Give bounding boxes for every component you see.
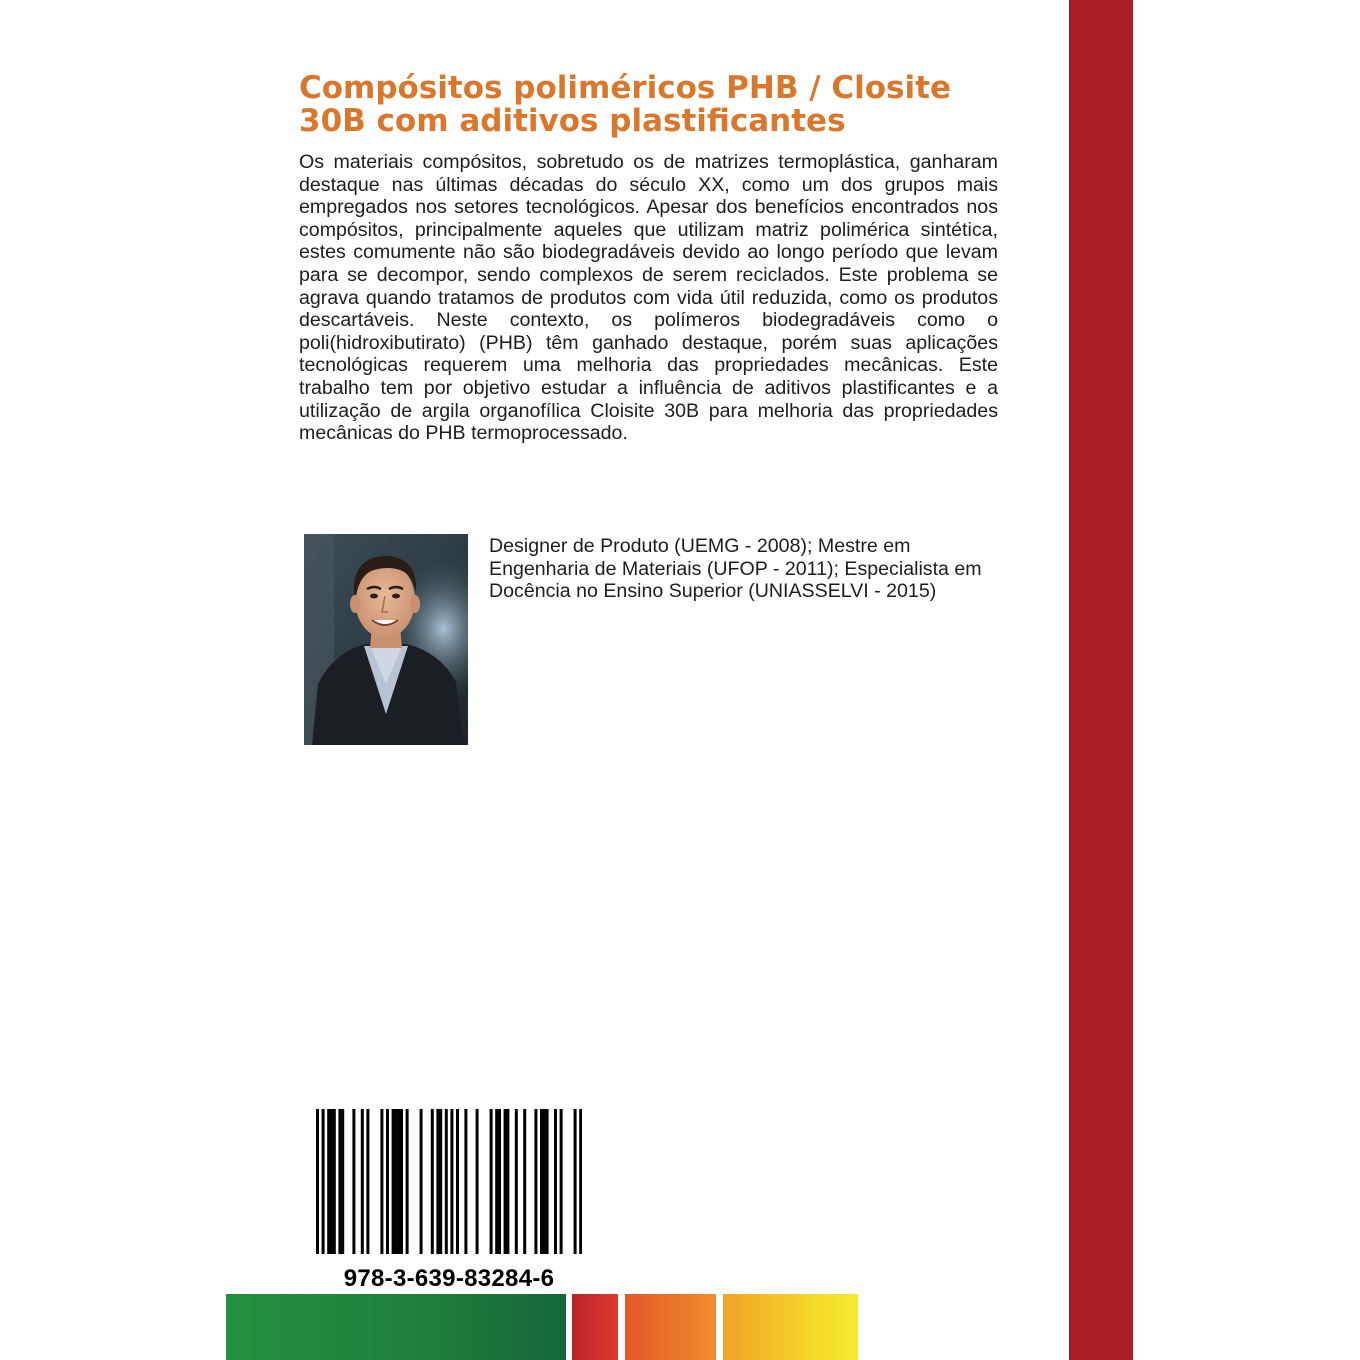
barcode-bar (386, 1109, 389, 1254)
barcode-bar (515, 1109, 518, 1254)
barcode-bar (327, 1109, 330, 1254)
barcode-bar (380, 1109, 383, 1254)
barcode-bar (400, 1109, 403, 1254)
barcode-bar (534, 1109, 537, 1254)
barcode-bar (316, 1109, 319, 1254)
barcode-bar (476, 1109, 479, 1254)
barcode (316, 1109, 582, 1254)
barcode-bar (333, 1109, 336, 1254)
book-description: Os materiais compósitos, sobretudo os de matrizes termoplástica, ganharam destaque nas últimas décadas do século XX, como um dos grupos mais empregados nos setores tecnológicos. Apesar dos benefícios encontrados nos compósitos, principalmente aqueles que utilizam matriz polimérica sintética, estes comumente não são biodegradáveis devido ao longo período que levam para se decompor, sendo complexos de serem reciclados. Este problema se agrava quando tratamos de produtos com vida útil reduzida, como os produtos descartáveis. Neste contexto, os polímeros biodegradáveis como o poli(hidroxibutirato) (PHB) têm ganhado destaque, porém suas aplicações tecnológicas requerem uma melhoria das propriedades mecânicas. Este trabalho tem por objetivo estudar a influência de aditivos plastificantes e a utilização de argila organofílica Cloisite 30B para melhoria das propriedades mecânicas do PHB termoprocessado. (299, 151, 998, 445)
barcode-bar (406, 1109, 409, 1254)
color-band-red (572, 1294, 618, 1360)
barcode-bar (436, 1109, 439, 1254)
barcode-bar (394, 1109, 397, 1254)
barcode-bar (546, 1109, 549, 1254)
isbn-number: 978-3-639-83284-6 (343, 1265, 555, 1292)
barcode-bar (504, 1109, 507, 1254)
barcode-bar (431, 1109, 434, 1254)
barcode-bar (397, 1109, 400, 1254)
barcode-bar (498, 1109, 501, 1254)
barcode-bar (450, 1109, 453, 1254)
author-bio: Designer de Produto (UEMG - 2008); Mestre em Engenharia de Materiais (UFOP - 2011); Especialista em Docência no Ensino Superior (UNIASSELVI - 2015) (489, 535, 982, 603)
barcode-bar (361, 1109, 364, 1254)
barcode-bar (338, 1109, 341, 1254)
barcode-bar (445, 1109, 448, 1254)
barcode-bar (392, 1109, 395, 1254)
barcode-bar (495, 1109, 498, 1254)
barcode-bar (543, 1109, 546, 1254)
barcode-bar (579, 1109, 582, 1254)
barcode-bar (490, 1109, 493, 1254)
barcode-bar (341, 1109, 344, 1254)
barcode-bar (322, 1109, 325, 1254)
barcode-bar (420, 1109, 423, 1254)
spine-stripe (1069, 0, 1133, 1360)
barcode-bar (574, 1109, 577, 1254)
barcode-bar (523, 1109, 526, 1254)
barcode-bar (540, 1109, 543, 1254)
barcode-bar (352, 1109, 355, 1254)
barcode-bar (560, 1109, 563, 1254)
book-title: Compósitos poliméricos PHB / Closite 30B com aditivos plastificantes (299, 70, 951, 139)
barcode-bar (439, 1109, 442, 1254)
color-band-yellow (723, 1294, 858, 1360)
color-band-orange (625, 1294, 716, 1360)
barcode-bar (366, 1109, 369, 1254)
barcode-bar (456, 1109, 459, 1254)
barcode-bar (506, 1109, 509, 1254)
barcode-bar (330, 1109, 333, 1254)
barcode-bar (554, 1109, 557, 1254)
color-band-green (226, 1294, 566, 1360)
barcode-bar (464, 1109, 467, 1254)
author-photo (304, 534, 468, 745)
